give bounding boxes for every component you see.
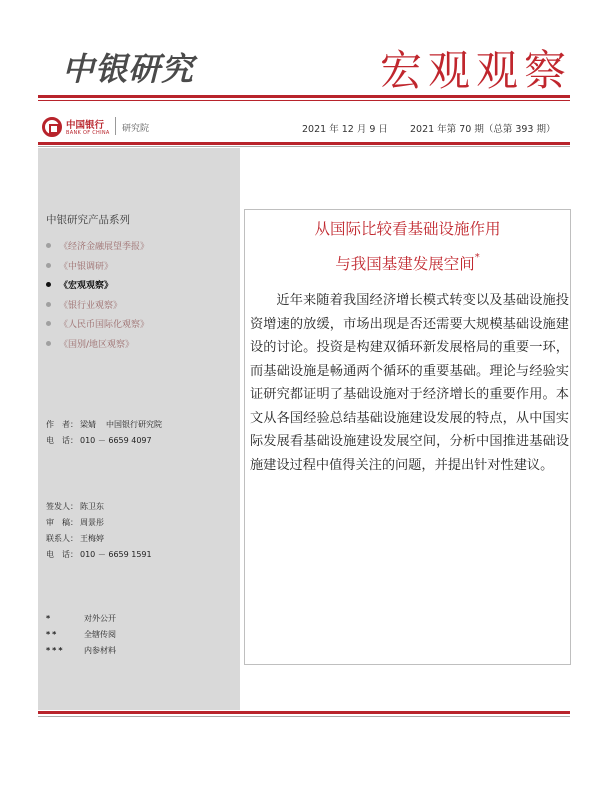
series-title: 宏观观察 <box>379 46 572 95</box>
legend-label: 对外公开 <box>84 614 116 623</box>
product-series-heading: 中银研究产品系列 <box>46 214 130 226</box>
series-item-label: 《宏观观察》 <box>59 281 114 292</box>
logo-divider <box>115 117 116 135</box>
reviewer-name: 周景彤 <box>80 518 104 527</box>
author-phone: 010 － 6659 4097 <box>80 436 152 445</box>
series-item-active[interactable] <box>46 275 149 295</box>
author-phone-label: 电 话： <box>46 436 78 445</box>
series-item[interactable] <box>46 256 149 276</box>
article-abstract: 近年来随着我国经济增长模式转变以及基础设施投资增速的放缓，市场出现是否还需要大规模基础设施建设的讨论。投资是构建双循环新发展格局的重要一环，而基础设施是畅通两个循环的重要基础。理论与经验实证研究都证明了基础设施对于经济增长的重要作用。本文从各国经验总结基础设施建设发展的特点，从中国实际发展看基础设施建设发展空间，分析中国推进基础设施建设过程中值得关注的问题，并提出针对性建议。 <box>250 293 569 473</box>
contact-label: 联系人： <box>46 534 78 543</box>
contact-name: 王梅婷 <box>80 534 104 543</box>
header-rule <box>38 95 570 98</box>
bullet-icon <box>46 243 51 248</box>
legend-label: 全辖传阅 <box>84 630 116 639</box>
article-title-line2 <box>244 252 571 274</box>
section-rule <box>38 142 570 145</box>
institute-name: 研究院 <box>122 124 150 134</box>
contact-phone: 010 － 6659 1591 <box>80 550 152 559</box>
bullet-icon <box>46 302 51 307</box>
series-item[interactable] <box>46 236 149 256</box>
series-item-label: 《国别/地区观察》 <box>59 339 135 350</box>
star-mark: ** <box>46 630 59 639</box>
author-label: 作 者： <box>46 420 78 429</box>
article-title-line1: 从国际比较看基础设施作用 <box>314 220 501 238</box>
issue-number: 2021 年第 70 期（总第 393 期） <box>410 124 556 135</box>
distribution-legend <box>46 611 116 659</box>
footer-rule <box>38 711 570 714</box>
author-org: 中国银行研究院 <box>106 420 162 429</box>
header-rule-thin <box>38 100 570 101</box>
product-series-list <box>46 236 149 353</box>
bullet-icon <box>46 341 51 346</box>
star-mark: * <box>46 614 53 623</box>
signer-label: 签发人： <box>46 502 78 511</box>
author-name: 梁婧 <box>80 420 96 429</box>
bullet-icon <box>46 263 51 268</box>
bullet-icon <box>46 282 51 287</box>
author-info <box>46 417 162 449</box>
series-item-label: 《银行业观察》 <box>59 300 123 311</box>
series-item[interactable] <box>46 314 149 334</box>
bank-name-en: BANK OF CHINA <box>66 130 110 136</box>
reviewer-label: 审 稿： <box>46 518 78 527</box>
footer-rule-thin <box>38 716 570 717</box>
bullet-icon <box>46 321 51 326</box>
issue-date: 2021 年 12 月 9 日 <box>302 124 388 135</box>
brand-calligraphy-logo: 中银研究 <box>62 50 195 88</box>
footnote-mark: * <box>474 252 480 263</box>
star-mark: *** <box>46 646 65 655</box>
contact-phone-label: 电 话： <box>46 550 78 559</box>
legend-label: 内参材料 <box>84 646 116 655</box>
series-item[interactable] <box>46 295 149 315</box>
series-item-label: 《中银调研》 <box>59 261 114 272</box>
series-item-label: 《人民币国际化观察》 <box>59 320 150 331</box>
article-title-text: 与我国基建发展空间 <box>335 255 475 273</box>
section-rule-thin <box>38 146 570 147</box>
signer-name: 陈卫东 <box>80 502 104 511</box>
bank-of-china-logo-icon <box>42 117 62 137</box>
contact-info <box>46 499 152 563</box>
series-item-label: 《经济金融展望季报》 <box>59 242 150 253</box>
bank-name-cn: 中国银行 <box>66 120 105 131</box>
series-item[interactable] <box>46 334 149 354</box>
